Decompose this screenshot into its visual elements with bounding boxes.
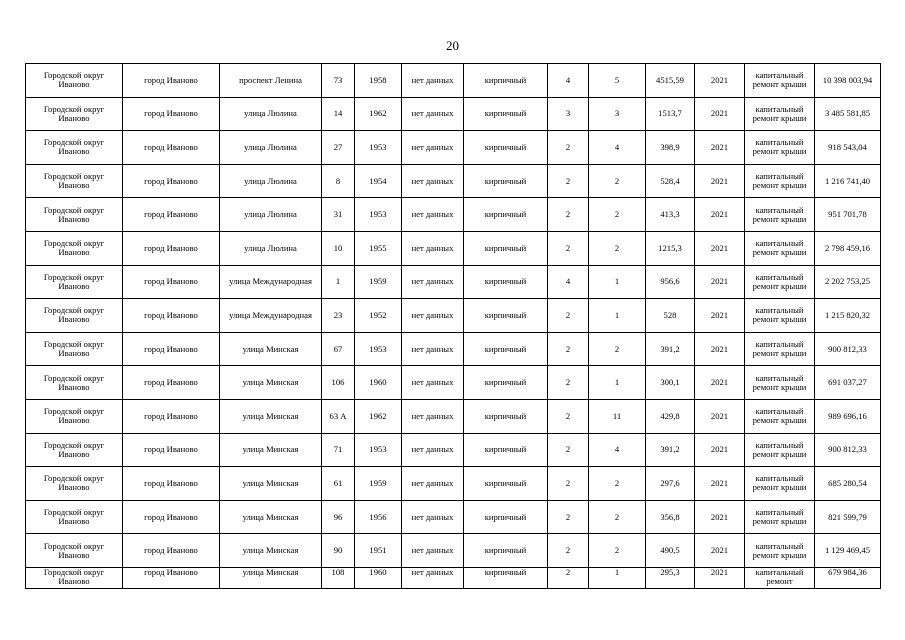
floors-cell: 2 [548, 366, 589, 400]
cost-cell: 2 798 459,16 [815, 231, 881, 265]
municipality-cell: Городской округ Иваново [26, 467, 123, 501]
wall-material-cell: кирпичный [464, 366, 548, 400]
wall-material-cell: кирпичный [464, 500, 548, 534]
table-row [26, 500, 881, 534]
municipality-cell: Городской округ Иваново [26, 64, 123, 98]
floors-cell: 2 [548, 467, 589, 501]
house-number-cell: 14 [322, 97, 355, 131]
street-cell: улица Международная [220, 265, 322, 299]
floors-cell: 2 [548, 231, 589, 265]
build-year-cell: 1959 [355, 467, 402, 501]
street-cell: проспект Ленина [220, 64, 322, 98]
plan-year-cell: 2021 [695, 467, 745, 501]
table-row [26, 198, 881, 232]
street-cell: улица Минская [220, 399, 322, 433]
area-cell: 1215,3 [646, 231, 695, 265]
wall-material-cell: кирпичный [464, 399, 548, 433]
floors-cell: 2 [548, 500, 589, 534]
area-cell: 956,6 [646, 265, 695, 299]
area-cell: 398,9 [646, 131, 695, 165]
street-cell: улица Минская [220, 500, 322, 534]
street-cell: улица Люлина [220, 164, 322, 198]
wall-material-cell: кирпичный [464, 332, 548, 366]
table-row [26, 164, 881, 198]
entrances-cell: 2 [589, 231, 646, 265]
municipality-cell: Городской округ Иваново [26, 97, 123, 131]
status-cell: нет данных [402, 97, 464, 131]
floors-cell: 2 [548, 198, 589, 232]
cost-cell: 10 398 003,94 [815, 64, 881, 98]
build-year-cell: 1953 [355, 332, 402, 366]
status-cell: нет данных [402, 64, 464, 98]
page-number: 20 [446, 38, 459, 53]
work-type-cell: капитальный ремонт крыши [745, 500, 815, 534]
build-year-cell: 1953 [355, 131, 402, 165]
plan-year-cell: 2021 [695, 164, 745, 198]
house-number-cell: 8 [322, 164, 355, 198]
street-cell: улица Люлина [220, 97, 322, 131]
status-cell: нет данных [402, 567, 464, 588]
cost-cell: 2 202 753,25 [815, 265, 881, 299]
status-cell: нет данных [402, 198, 464, 232]
area-cell: 391,2 [646, 433, 695, 467]
plan-year-cell: 2021 [695, 64, 745, 98]
street-cell: улица Люлина [220, 231, 322, 265]
floors-cell: 2 [548, 433, 589, 467]
entrances-cell: 2 [589, 534, 646, 568]
municipality-cell: Городской округ Иваново [26, 265, 123, 299]
city-cell: город Иваново [123, 231, 220, 265]
municipality-cell: Городской округ Иваново [26, 399, 123, 433]
municipality-cell: Городской округ Иваново [26, 299, 123, 333]
wall-material-cell: кирпичный [464, 198, 548, 232]
plan-year-cell: 2021 [695, 299, 745, 333]
city-cell: город Иваново [123, 299, 220, 333]
plan-year-cell: 2021 [695, 265, 745, 299]
city-cell: город Иваново [123, 131, 220, 165]
plan-year-cell: 2021 [695, 332, 745, 366]
entrances-cell: 11 [589, 399, 646, 433]
house-number-cell: 71 [322, 433, 355, 467]
work-type-cell: капитальный ремонт крыши [745, 265, 815, 299]
plan-year-cell: 2021 [695, 231, 745, 265]
floors-cell: 2 [548, 131, 589, 165]
cost-cell: 679 984,36 [815, 567, 881, 588]
entrances-cell: 1 [589, 299, 646, 333]
entrances-cell: 2 [589, 332, 646, 366]
city-cell: город Иваново [123, 567, 220, 588]
house-number-cell: 63 А [322, 399, 355, 433]
entrances-cell: 2 [589, 164, 646, 198]
entrances-cell: 1 [589, 567, 646, 588]
street-cell: улица Минская [220, 366, 322, 400]
cost-cell: 1 129 469,45 [815, 534, 881, 568]
city-cell: город Иваново [123, 534, 220, 568]
floors-cell: 2 [548, 567, 589, 588]
work-type-cell: капитальный ремонт [745, 567, 815, 588]
plan-year-cell: 2021 [695, 198, 745, 232]
table-row [26, 265, 881, 299]
build-year-cell: 1958 [355, 64, 402, 98]
work-type-cell: капитальный ремонт крыши [745, 97, 815, 131]
status-cell: нет данных [402, 399, 464, 433]
work-type-cell: капитальный ремонт крыши [745, 299, 815, 333]
area-cell: 4515,59 [646, 64, 695, 98]
work-type-cell: капитальный ремонт крыши [745, 64, 815, 98]
house-number-cell: 90 [322, 534, 355, 568]
status-cell: нет данных [402, 366, 464, 400]
floors-cell: 3 [548, 97, 589, 131]
entrances-cell: 4 [589, 433, 646, 467]
plan-year-cell: 2021 [695, 433, 745, 467]
status-cell: нет данных [402, 500, 464, 534]
area-cell: 297,6 [646, 467, 695, 501]
house-number-cell: 1 [322, 265, 355, 299]
municipality-cell: Городской округ Иваново [26, 332, 123, 366]
status-cell: нет данных [402, 299, 464, 333]
status-cell: нет данных [402, 131, 464, 165]
table-row [26, 64, 881, 98]
floors-cell: 2 [548, 399, 589, 433]
municipality-cell: Городской округ Иваново [26, 500, 123, 534]
plan-year-cell: 2021 [695, 534, 745, 568]
street-cell: улица Минская [220, 433, 322, 467]
status-cell: нет данных [402, 332, 464, 366]
table-row [26, 332, 881, 366]
area-cell: 356,8 [646, 500, 695, 534]
cost-cell: 821 599,79 [815, 500, 881, 534]
status-cell: нет данных [402, 265, 464, 299]
municipality-cell: Городской округ Иваново [26, 567, 123, 588]
street-cell: улица Люлина [220, 198, 322, 232]
build-year-cell: 1962 [355, 97, 402, 131]
area-cell: 528,4 [646, 164, 695, 198]
table-row [26, 97, 881, 131]
entrances-cell: 1 [589, 265, 646, 299]
entrances-cell: 3 [589, 97, 646, 131]
entrances-cell: 2 [589, 198, 646, 232]
work-type-cell: капитальный ремонт крыши [745, 399, 815, 433]
wall-material-cell: кирпичный [464, 534, 548, 568]
floors-cell: 2 [548, 332, 589, 366]
work-type-cell: капитальный ремонт крыши [745, 198, 815, 232]
entrances-cell: 2 [589, 467, 646, 501]
wall-material-cell: кирпичный [464, 299, 548, 333]
municipality-cell: Городской округ Иваново [26, 534, 123, 568]
area-cell: 1513,7 [646, 97, 695, 131]
city-cell: город Иваново [123, 500, 220, 534]
cost-cell: 900 812,33 [815, 433, 881, 467]
status-cell: нет данных [402, 164, 464, 198]
municipality-cell: Городской округ Иваново [26, 164, 123, 198]
status-cell: нет данных [402, 433, 464, 467]
status-cell: нет данных [402, 467, 464, 501]
wall-material-cell: кирпичный [464, 97, 548, 131]
wall-material-cell: кирпичный [464, 64, 548, 98]
cost-cell: 989 696,16 [815, 399, 881, 433]
table-row [26, 399, 881, 433]
build-year-cell: 1954 [355, 164, 402, 198]
cost-cell: 1 215 820,32 [815, 299, 881, 333]
work-type-cell: капитальный ремонт крыши [745, 131, 815, 165]
floors-cell: 4 [548, 265, 589, 299]
work-type-cell: капитальный ремонт крыши [745, 231, 815, 265]
entrances-cell: 4 [589, 131, 646, 165]
city-cell: город Иваново [123, 164, 220, 198]
area-cell: 391,2 [646, 332, 695, 366]
house-number-cell: 108 [322, 567, 355, 588]
work-type-cell: капитальный ремонт крыши [745, 433, 815, 467]
city-cell: город Иваново [123, 366, 220, 400]
area-cell: 429,8 [646, 399, 695, 433]
municipality-cell: Городской округ Иваново [26, 131, 123, 165]
cost-cell: 3 485 581,85 [815, 97, 881, 131]
build-year-cell: 1953 [355, 433, 402, 467]
wall-material-cell: кирпичный [464, 567, 548, 588]
house-number-cell: 31 [322, 198, 355, 232]
cost-cell: 685 280,54 [815, 467, 881, 501]
build-year-cell: 1952 [355, 299, 402, 333]
area-cell: 295,3 [646, 567, 695, 588]
table-row [26, 231, 881, 265]
city-cell: город Иваново [123, 332, 220, 366]
house-number-cell: 23 [322, 299, 355, 333]
cost-cell: 1 216 741,40 [815, 164, 881, 198]
table-row [26, 299, 881, 333]
area-cell: 528 [646, 299, 695, 333]
house-number-cell: 73 [322, 64, 355, 98]
build-year-cell: 1953 [355, 198, 402, 232]
build-year-cell: 1955 [355, 231, 402, 265]
build-year-cell: 1962 [355, 399, 402, 433]
house-number-cell: 96 [322, 500, 355, 534]
municipality-cell: Городской округ Иваново [26, 231, 123, 265]
table-row [26, 131, 881, 165]
cost-cell: 691 037,27 [815, 366, 881, 400]
street-cell: улица Люлина [220, 131, 322, 165]
plan-year-cell: 2021 [695, 500, 745, 534]
wall-material-cell: кирпичный [464, 265, 548, 299]
city-cell: город Иваново [123, 97, 220, 131]
city-cell: город Иваново [123, 64, 220, 98]
floors-cell: 2 [548, 164, 589, 198]
status-cell: нет данных [402, 534, 464, 568]
city-cell: город Иваново [123, 433, 220, 467]
municipality-cell: Городской округ Иваново [26, 433, 123, 467]
city-cell: город Иваново [123, 265, 220, 299]
plan-year-cell: 2021 [695, 131, 745, 165]
street-cell: улица Минская [220, 467, 322, 501]
area-cell: 490,5 [646, 534, 695, 568]
street-cell: улица Минская [220, 534, 322, 568]
floors-cell: 2 [548, 299, 589, 333]
floors-cell: 4 [548, 64, 589, 98]
wall-material-cell: кирпичный [464, 231, 548, 265]
entrances-cell: 2 [589, 500, 646, 534]
city-cell: город Иваново [123, 467, 220, 501]
area-cell: 300,1 [646, 366, 695, 400]
table-row [26, 366, 881, 400]
table-row [26, 467, 881, 501]
work-type-cell: капитальный ремонт крыши [745, 332, 815, 366]
work-type-cell: капитальный ремонт крыши [745, 534, 815, 568]
plan-year-cell: 2021 [695, 567, 745, 588]
street-cell: улица Минская [220, 567, 322, 588]
floors-cell: 2 [548, 534, 589, 568]
build-year-cell: 1960 [355, 366, 402, 400]
plan-year-cell: 2021 [695, 366, 745, 400]
cost-cell: 900 812,33 [815, 332, 881, 366]
house-number-cell: 10 [322, 231, 355, 265]
cost-cell: 951 701,78 [815, 198, 881, 232]
cost-cell: 918 543,04 [815, 131, 881, 165]
area-cell: 413,3 [646, 198, 695, 232]
housing-repair-table [25, 63, 881, 589]
build-year-cell: 1960 [355, 567, 402, 588]
work-type-cell: капитальный ремонт крыши [745, 164, 815, 198]
plan-year-cell: 2021 [695, 399, 745, 433]
work-type-cell: капитальный ремонт крыши [745, 467, 815, 501]
wall-material-cell: кирпичный [464, 433, 548, 467]
wall-material-cell: кирпичный [464, 131, 548, 165]
wall-material-cell: кирпичный [464, 467, 548, 501]
wall-material-cell: кирпичный [464, 164, 548, 198]
table-row [26, 567, 881, 588]
build-year-cell: 1956 [355, 500, 402, 534]
table-row [26, 433, 881, 467]
entrances-cell: 5 [589, 64, 646, 98]
city-cell: город Иваново [123, 399, 220, 433]
city-cell: город Иваново [123, 198, 220, 232]
status-cell: нет данных [402, 231, 464, 265]
house-number-cell: 106 [322, 366, 355, 400]
house-number-cell: 61 [322, 467, 355, 501]
build-year-cell: 1959 [355, 265, 402, 299]
build-year-cell: 1951 [355, 534, 402, 568]
table-row [26, 534, 881, 568]
table-body [26, 64, 881, 589]
municipality-cell: Городской округ Иваново [26, 198, 123, 232]
street-cell: улица Минская [220, 332, 322, 366]
plan-year-cell: 2021 [695, 97, 745, 131]
house-number-cell: 27 [322, 131, 355, 165]
street-cell: улица Международная [220, 299, 322, 333]
entrances-cell: 1 [589, 366, 646, 400]
house-number-cell: 67 [322, 332, 355, 366]
municipality-cell: Городской округ Иваново [26, 366, 123, 400]
work-type-cell: капитальный ремонт крыши [745, 366, 815, 400]
